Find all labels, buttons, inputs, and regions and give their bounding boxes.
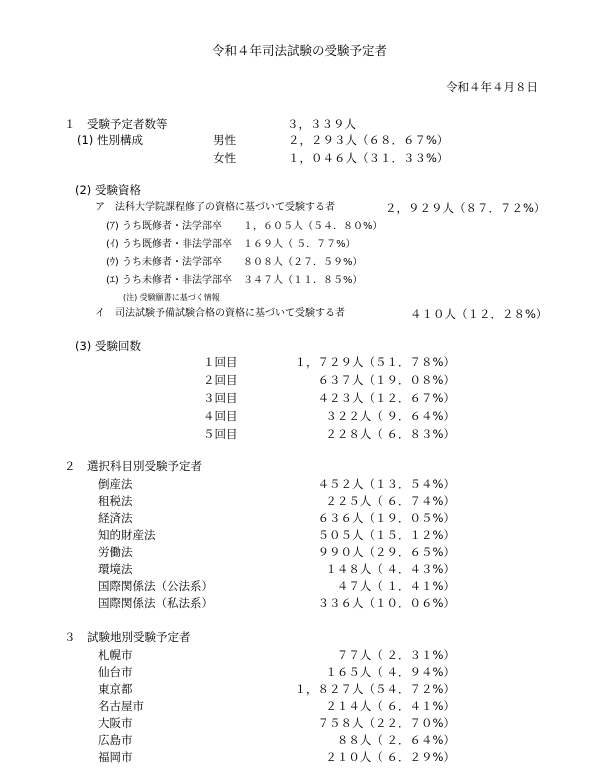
attempt-value: ４２３人（１２．６７%） xyxy=(317,391,455,405)
qualification-sub-value: ８０８人（２７．５９%） xyxy=(243,257,363,268)
location-value: １，８２７人（５４．７２%） xyxy=(294,682,455,696)
subject-value: ５０５人（１５．１２%） xyxy=(317,528,455,542)
location-label: 仙台市 xyxy=(98,665,133,679)
subject-value: ６３６人（１９．０５%） xyxy=(317,511,455,525)
qualification-a-value: ２，９２９人（８７．７２%） xyxy=(385,201,546,215)
qualification-sub-value: ３４７人（１１．８５%） xyxy=(243,275,363,286)
qualification-sub-label: (ｴ) うち未修者・非法学部卒 xyxy=(106,275,232,286)
subject-value: ４５２人（１３．５４%） xyxy=(317,477,455,491)
qualification-a-label: ア 法科大学院課程修了の資格に基づいて受験する者 xyxy=(95,202,335,213)
qualification-sub-label: (ｱ) うち既修者・法学部卒 xyxy=(106,221,222,232)
attempt-value: １，７２９人（５１．７８%） xyxy=(294,355,455,369)
location-value: ２１４人（ ６．４１%） xyxy=(325,699,455,713)
section1-total: ３，３３９人 xyxy=(287,117,356,131)
gender-label: (1) 性別構成 xyxy=(77,133,143,147)
qualification-label: (2) 受験資格 xyxy=(75,183,141,197)
location-label: 大阪市 xyxy=(98,716,133,730)
document-date: 令和４年４月８日 xyxy=(446,80,538,94)
subject-label: 知的財産法 xyxy=(98,528,156,542)
location-value: ７５８人（２２．７０%） xyxy=(317,716,455,730)
qualification-sub-value: １６９人（ ５．７７%） xyxy=(243,239,356,250)
female-label: 女性 xyxy=(213,151,236,165)
location-label: 東京都 xyxy=(98,682,133,696)
qualification-i-value: ４１０人（１２．２８%） xyxy=(410,307,548,321)
location-label: 広島市 xyxy=(98,733,133,747)
location-value: ８８人（ ２．６４%） xyxy=(336,733,455,747)
location-value: ７７人（ ２．３１%） xyxy=(336,648,455,662)
subject-value: ３３６人（１０．０６%） xyxy=(317,596,455,610)
document-title: 令和４年司法試験の受験予定者 xyxy=(212,43,388,58)
qualification-i-label: イ 司法試験予備試験合格の資格に基づいて受験する者 xyxy=(95,308,345,319)
location-label: 名古屋市 xyxy=(98,699,144,713)
attempts-label: (3) 受験回数 xyxy=(75,339,141,353)
location-label: 札幌市 xyxy=(98,648,133,662)
qualification-sub-label: (ｲ) うち既修者・非法学部卒 xyxy=(106,239,232,250)
male-value: ２，２９３人（６８．６７%） xyxy=(288,133,449,147)
subject-label: 租税法 xyxy=(98,494,133,508)
subject-value: ９９０人（２９．６５%） xyxy=(317,545,455,559)
subject-label: 国際関係法（私法系） xyxy=(98,596,213,610)
location-value: ２１０人（ ６．２９%） xyxy=(325,750,455,764)
subject-label: 環境法 xyxy=(98,562,133,576)
subject-label: 経済法 xyxy=(98,511,133,525)
attempt-value: ６３７人（１９．０８%） xyxy=(317,373,455,387)
subject-value: ２２５人（ ６．７４%） xyxy=(325,494,455,508)
qualification-note: (注) 受験願書に基づく情報 xyxy=(123,293,220,302)
female-value: １，０４６人（３１．３３%） xyxy=(288,151,449,165)
subject-label: 労働法 xyxy=(98,545,133,559)
section2-heading: ２ 選択科目別受験予定者 xyxy=(64,459,202,473)
qualification-sub-label: (ｳ) うち未修者・法学部卒 xyxy=(106,257,222,268)
location-label: 福岡市 xyxy=(98,750,133,764)
attempt-label: ４回目 xyxy=(203,409,238,423)
subject-label: 倒産法 xyxy=(98,477,133,491)
section1-heading: １ 受験予定者数等 xyxy=(64,117,168,131)
subject-value: １４８人（ ４．４３%） xyxy=(325,562,455,576)
attempt-label: ５回目 xyxy=(203,427,238,441)
qualification-sub-value: １，６０５人（５４．８０%） xyxy=(243,221,383,232)
location-value: １６５人（ ４．９４%） xyxy=(325,665,455,679)
attempt-label: １回目 xyxy=(203,355,238,369)
attempt-label: ２回目 xyxy=(203,373,238,387)
subject-value: ４７人（ １．４１%） xyxy=(336,579,455,593)
attempt-label: ３回目 xyxy=(203,391,238,405)
attempt-value: ２２８人（ ６．８３%） xyxy=(325,427,455,441)
male-label: 男性 xyxy=(213,133,236,147)
subject-label: 国際関係法（公法系） xyxy=(98,579,213,593)
section3-heading: ３ 試験地別受験予定者 xyxy=(64,630,191,644)
attempt-value: ３２２人（ ９．６４%） xyxy=(325,409,455,423)
